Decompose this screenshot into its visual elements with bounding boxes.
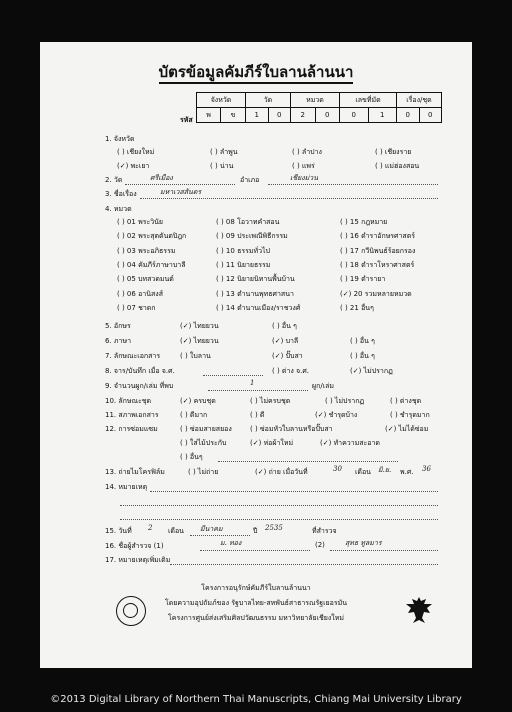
q4-category-option[interactable] (117, 289, 163, 300)
q12-option[interactable]: ( ) ใส่ไม้ประกับ (180, 439, 227, 447)
q16-line-1 (200, 550, 310, 551)
code-digit: ข (221, 108, 246, 123)
q12-option[interactable]: ( ) ซ่อมหัวใบลานหรือปั๊บสา (250, 425, 333, 433)
q2-district-label: อำเภอ (240, 176, 260, 184)
q13-year-label: พ.ศ. (400, 468, 414, 476)
q10-option[interactable]: (✓) ครบชุด (180, 397, 216, 405)
q15-label: 15. วันที่ (105, 527, 132, 535)
q4-option-mark: ( ) (340, 303, 348, 312)
q11-option[interactable]: ( ) ดี (250, 411, 265, 419)
q16-line-2 (330, 550, 438, 551)
q4-option-no: 04 (126, 260, 136, 269)
q4-category-option[interactable] (340, 231, 415, 242)
q13-year-value[interactable]: 36 (422, 465, 431, 473)
q4-option-no: 12 (225, 275, 235, 284)
q3-label: 3. ชื่อเรื่อง (105, 190, 137, 198)
q4-option-no: 17 (349, 246, 359, 255)
q4-option-mark: ( ) (216, 303, 224, 312)
q4-option-mark: ( ) (216, 289, 224, 298)
q15-year-value[interactable]: 2535 (265, 524, 283, 532)
binder-hole (24, 236, 35, 247)
q4-option-text: พระวินัย (138, 218, 164, 226)
q4-option-mark: ( ) (117, 246, 125, 255)
q4-option-mark: ( ) (216, 218, 224, 226)
binder-hole (24, 503, 35, 514)
q8-option[interactable]: (✓) ไม่ปรากฏ (350, 367, 393, 375)
q10-label: 10. ลักษณะชุด (105, 397, 152, 405)
code-digit: 0 (397, 108, 420, 123)
q2-line (125, 184, 235, 185)
q4-option-no: 03 (126, 246, 136, 255)
q16-surveyor-2[interactable]: สุทธ ทูลมาร (345, 539, 382, 547)
q11-label: 11. สภาพเอกสาร (105, 411, 159, 419)
q4-option-mark: ( ) (117, 275, 125, 284)
q4-option-no: 01 (126, 218, 136, 226)
q14-line (120, 505, 438, 506)
q13-label: 13. ถ่ายไมโครฟิล์ม (105, 468, 165, 476)
footer-line-2: โดยความอุปถัมภ์ของ รัฐบาลไทย-สหพันธ์สาธารณรัฐเยอรมัน (164, 599, 348, 607)
code-digit: 0 (340, 108, 369, 123)
q1-option[interactable]: ( ) เชียงใหม่ (117, 148, 155, 156)
q4-category-option[interactable] (216, 274, 295, 285)
q3-line (140, 198, 438, 199)
q4-option-mark: ( ) (340, 246, 348, 255)
q4-option-no: 05 (126, 275, 136, 284)
code-header-temple: วัด (246, 93, 291, 108)
q13-yes-option[interactable]: (✓) ถ่าย เมื่อวันที่ (255, 468, 308, 476)
code-digit: 0 (315, 108, 340, 123)
q8-line (203, 375, 263, 376)
q4-category-option[interactable] (340, 260, 414, 271)
q2-temple-value[interactable]: ศรีเมือง (150, 174, 173, 182)
footer-line-1: โครงการอนุรักษ์คัมภีร์ใบลานล้านนา (201, 584, 311, 592)
q4-option-no: 06 (126, 289, 136, 298)
q10-option[interactable]: ( ) ไม่ครบชุด (250, 397, 291, 405)
q15-year-label: ปี (253, 527, 258, 535)
code-digit: พ (197, 108, 221, 123)
q4-option-mark: ( ) (340, 232, 348, 241)
q4-option-text: รวมหลายหมวด (364, 289, 412, 298)
q4-option-no: 21 (349, 303, 359, 312)
q4-option-mark: ( ) (117, 260, 125, 269)
q4-option-text: ประเพณีพิธีกรรม (237, 232, 288, 241)
q11-option[interactable]: ( ) ชำรุดมาก (390, 411, 430, 419)
q4-category-option[interactable] (216, 246, 270, 257)
q4-category-option[interactable] (216, 217, 279, 228)
q4-option-text: พระอภิธรรม (138, 246, 176, 255)
q17-line (170, 564, 438, 565)
q4-option-mark: ( ) (117, 232, 125, 241)
q15-month-label: เดือน (168, 527, 184, 535)
q12-option[interactable]: (✓) ไม่ได้ซ่อม (385, 425, 429, 433)
q12-label: 12. การซ่อมแซม (105, 425, 158, 433)
card-title: บัตรข้อมูลคัมภีร์ใบลานล้านนา (40, 60, 472, 84)
q2-district-line (268, 184, 438, 185)
q4-option-text: ธรรมทั่วไป (237, 246, 270, 255)
q4-option-text: นิยายนิทานพื้นบ้าน (237, 275, 295, 284)
q4-category-option[interactable] (340, 217, 387, 228)
q4-category-option[interactable] (216, 231, 288, 242)
q4-option-no: 15 (349, 218, 359, 226)
copyright-notice: ©2013 Digital Library of Northern Thai Manuscripts, Chiang Mai University Library (50, 694, 462, 705)
q4-category-option[interactable] (340, 303, 374, 314)
q4-option-text: ตำราโหราศาสตร์ (361, 260, 415, 269)
q4-option-text: ตำรายา (361, 275, 386, 284)
code-digit: 0 (419, 108, 442, 123)
q4-option-no: 10 (225, 246, 235, 255)
q4-option-mark: ( ) (340, 218, 348, 226)
q5-option[interactable]: ( ) อื่น ๆ (272, 322, 297, 330)
q4-option-text: บทสวดมนต์ (138, 275, 174, 284)
q4-option-mark: ( ) (216, 275, 224, 284)
q12-option[interactable]: ( ) อื่นๆ (180, 453, 203, 461)
german-eagle-icon (404, 594, 434, 626)
q6-option[interactable]: (✓) บาลี (272, 337, 299, 345)
q7-option[interactable]: ( ) ใบลาน (180, 352, 211, 360)
code-digit: 0 (268, 108, 291, 123)
q17-label: 17. หมายเหตุเพิ่มเติม (105, 556, 171, 564)
q4-category-option[interactable] (117, 274, 174, 285)
code-header-bundle: เลขที่มัด (340, 93, 397, 108)
q1-option[interactable]: ( ) น่าน (210, 162, 234, 170)
q4-category-option[interactable] (117, 303, 156, 314)
q11-option[interactable]: (✓) ชำรุดบ้าง (315, 411, 358, 419)
q4-option-mark: ( ) (117, 303, 125, 312)
footer-line-3: โครงการศูนย์ส่งเสริมศิลปวัฒนธรรม มหาวิทยาลัยเชียงใหม่ (168, 614, 344, 622)
q4-option-text: คัมภีร์ภาษาบาลี (138, 260, 186, 269)
q15-month-line (190, 535, 250, 536)
q4-option-no: 16 (349, 232, 359, 241)
code-table (196, 92, 442, 123)
q6-option[interactable]: (✓) ไทยยวน (180, 337, 219, 345)
q4-option-text: กวีนิพนธ์ร้อยกรอง (361, 246, 416, 255)
q14-line (120, 519, 438, 520)
q12-option[interactable]: (✓) ทำความสะอาด (320, 439, 380, 447)
q12-option[interactable]: (✓) ห่อผ้าใหม่ (250, 439, 294, 447)
q4-category-option[interactable] (117, 260, 186, 271)
q3-title-value[interactable]: มหาเวสสันดร (160, 188, 202, 196)
q10-option[interactable]: ( ) ต่างชุด (390, 397, 422, 405)
q4-option-text: ตำนานพุทธศาสนา (237, 289, 294, 298)
code-digit: 2 (291, 108, 316, 123)
q4-option-mark: ( ) (216, 260, 224, 269)
q13-month-label: เดือน (355, 468, 371, 476)
q4-option-text: โอวาทคำสอน (237, 218, 280, 226)
q4-category-option[interactable] (117, 246, 175, 257)
q16-surveyor-1[interactable]: ม. ทอง (220, 539, 242, 547)
q15-day-value[interactable]: 2 (148, 524, 153, 532)
q4-category-option[interactable] (216, 303, 300, 314)
q14-line (150, 491, 438, 492)
q4-option-no: 07 (126, 303, 136, 312)
code-header-province: จังหวัด (197, 93, 246, 108)
q4-option-text: ดำราอักษรศาสตร์ (361, 232, 416, 241)
q4-category-option[interactable] (340, 289, 412, 300)
q14-label: 14. หมายเหตุ (105, 483, 148, 491)
code-label: รหัส (180, 116, 193, 124)
q4-category-option[interactable] (340, 274, 385, 285)
q13-no-option[interactable]: ( ) ไม่ถ่าย (188, 468, 219, 476)
q10-option[interactable]: ( ) ไม่ปรากฏ (325, 397, 365, 405)
q15-suffix: ที่สำรวจ (312, 527, 337, 535)
q4-option-no: 19 (349, 275, 359, 284)
q7-option[interactable]: (✓) ปั๊บสา (272, 352, 303, 360)
q4-option-text: ตำนานเมือง/ราชวงศ์ (237, 303, 301, 312)
q4-option-no: 14 (225, 303, 235, 312)
q16-label: 16. ชื่อผู้สำรวจ (1) (105, 542, 164, 550)
q4-option-mark: ( ) (216, 246, 224, 255)
q4-category-option[interactable] (117, 231, 186, 242)
q13-month-value[interactable]: มิ.ย. (378, 466, 392, 474)
q4-option-no: 09 (225, 232, 235, 241)
q4-option-text: พระสุตตันตปิฎก (138, 232, 187, 241)
q2-district-value[interactable]: เชียงม่วน (290, 174, 318, 182)
q9-unit: ผูก/เล่ม (312, 382, 334, 390)
q9-label: 9. จำนวนผูก/เล่ม ที่พบ (105, 382, 174, 390)
q1-option[interactable]: ( ) ลำปาง (292, 148, 322, 156)
q7-option[interactable]: ( ) อื่น ๆ (350, 352, 375, 360)
q9-line (208, 390, 308, 391)
q4-option-text: นิยายธรรม (237, 260, 271, 269)
q4-option-mark: (✓) (340, 289, 352, 298)
q7-label: 7. ลักษณะเอกสาร (105, 352, 161, 360)
q6-label: 6. ภาษา (105, 337, 131, 345)
q15-month-value[interactable]: มีนาคม (200, 525, 223, 533)
q1-option[interactable]: ( ) แพร่ (292, 162, 315, 170)
code-header-category: หมวด (291, 93, 340, 108)
q1-label: 1. จังหวัด (105, 135, 135, 143)
q4-option-no: 13 (225, 289, 235, 298)
q4-category-option[interactable] (117, 217, 163, 228)
q4-option-text: ชาดก (138, 303, 156, 312)
code-digit: 1 (246, 108, 269, 123)
q4-option-mark: ( ) (340, 260, 348, 269)
q4-label: 4. หมวด (105, 205, 132, 213)
q12-other-line (218, 461, 398, 462)
q13-day-value[interactable]: 30 (333, 465, 342, 473)
q8-label: 8. จาร/บันทึก เมื่อ จ.ศ. (105, 367, 175, 375)
q4-option-mark: ( ) (117, 289, 125, 298)
q12-option[interactable]: ( ) ซ่อมสายสยอง (180, 425, 232, 433)
q1-option[interactable]: ( ) เชียงราย (375, 148, 412, 156)
q16-surveyor-2-label: (2) (315, 541, 325, 549)
q4-category-option[interactable] (216, 260, 270, 271)
q1-option[interactable]: (✓) พะเยา (117, 162, 150, 170)
q8-option[interactable]: ( ) ต่าง จ.ศ. (272, 367, 310, 375)
q6-option[interactable]: ( ) อื่น ๆ (350, 337, 375, 345)
q4-option-mark: ( ) (117, 218, 125, 226)
q4-option-no: 02 (126, 232, 136, 241)
q2-label: 2. วัด (105, 176, 123, 184)
q4-option-text: กฎหมาย (361, 218, 388, 226)
q1-option[interactable]: ( ) แม่ฮ่องสอน (375, 162, 420, 170)
q1-option[interactable]: ( ) ลำพูน (210, 148, 238, 156)
data-card-sheet (40, 42, 472, 668)
q4-option-no: 20 (353, 289, 363, 298)
q4-option-no: 18 (349, 260, 359, 269)
q4-option-no: 08 (225, 218, 235, 226)
q4-category-option[interactable] (340, 246, 415, 257)
q5-option[interactable]: (✓) ไทยยวน (180, 322, 219, 330)
university-seal-icon (116, 596, 146, 626)
q4-option-mark: ( ) (216, 232, 224, 241)
code-digit: 1 (368, 108, 397, 123)
q5-label: 5. อักษร (105, 322, 131, 330)
q4-category-option[interactable] (216, 289, 294, 300)
q11-option[interactable]: ( ) ดีมาก (180, 411, 208, 419)
q4-option-no: 11 (225, 260, 235, 269)
q4-option-text: อานิสงส์ (138, 289, 163, 298)
q4-option-mark: ( ) (340, 275, 348, 284)
q4-option-text: อื่นๆ (361, 303, 374, 312)
code-header-set: เรื่อง/ชุด (397, 93, 442, 108)
q9-count-value[interactable]: 1 (250, 379, 255, 387)
